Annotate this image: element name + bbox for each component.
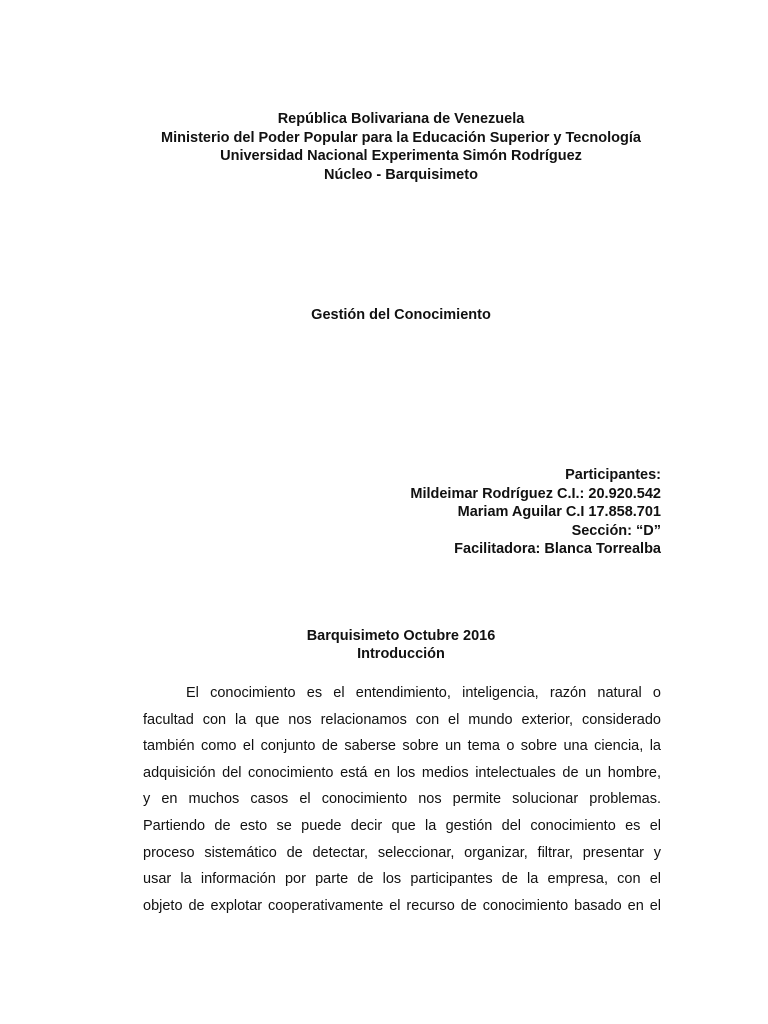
paragraph-line: facultad con la que nos relacionamos con el mundo exterior, considerado [143,711,661,728]
participants-label: Participantes: [565,467,661,483]
place-date: Barquisimeto Octubre 2016 [306,628,496,644]
paragraph-line: proceso sistemático de detectar, seleccionar, organizar, filtrar, presentar y [143,844,661,861]
participant-1: Mildeimar Rodríguez C.I.: 20.920.542 [410,485,661,502]
facilitator-label: Facilitadora: Blanca Torrealba [454,541,661,557]
intro-paragraph [143,680,661,919]
document-title: Gestión del Conocimiento [311,307,491,323]
header-line-country: República Bolivariana de Venezuela [277,111,525,127]
paragraph-line: Partiendo de esto se puede decir que la gestión del conocimiento es el [143,817,661,834]
paragraph-line: también como el conjunto de saberse sobre un tema o sobre una ciencia, la [143,738,661,755]
header-line-ministry: Ministerio del Poder Popular para la Educación Superior y Tecnología [161,129,641,146]
paragraph-line: y en muchos casos el conocimiento nos permite solucionar problemas. [143,791,661,808]
paragraph-line: objeto de explotar cooperativamente el recurso de conocimiento basado en el [143,897,661,914]
participants-block [410,466,661,559]
section-label: Sección: “D” [571,522,661,539]
paragraph-line: El conocimiento es el entendimiento, inteligencia, razón natural o [186,685,661,701]
institution-header [0,110,768,184]
paragraph-line: usar la información por parte de los participantes de la empresa, con el [143,871,661,888]
participant-2: Mariam Aguilar C.I 17.858.701 [457,504,661,520]
paragraph-line: adquisición del conocimiento está en los medios intelectuales de un hombre, [143,764,661,781]
header-line-campus: Núcleo - Barquisimeto [324,166,478,183]
intro-heading: Introducción [357,646,445,662]
header-line-university: Universidad Nacional Experimenta Simón Rodríguez [220,148,582,164]
